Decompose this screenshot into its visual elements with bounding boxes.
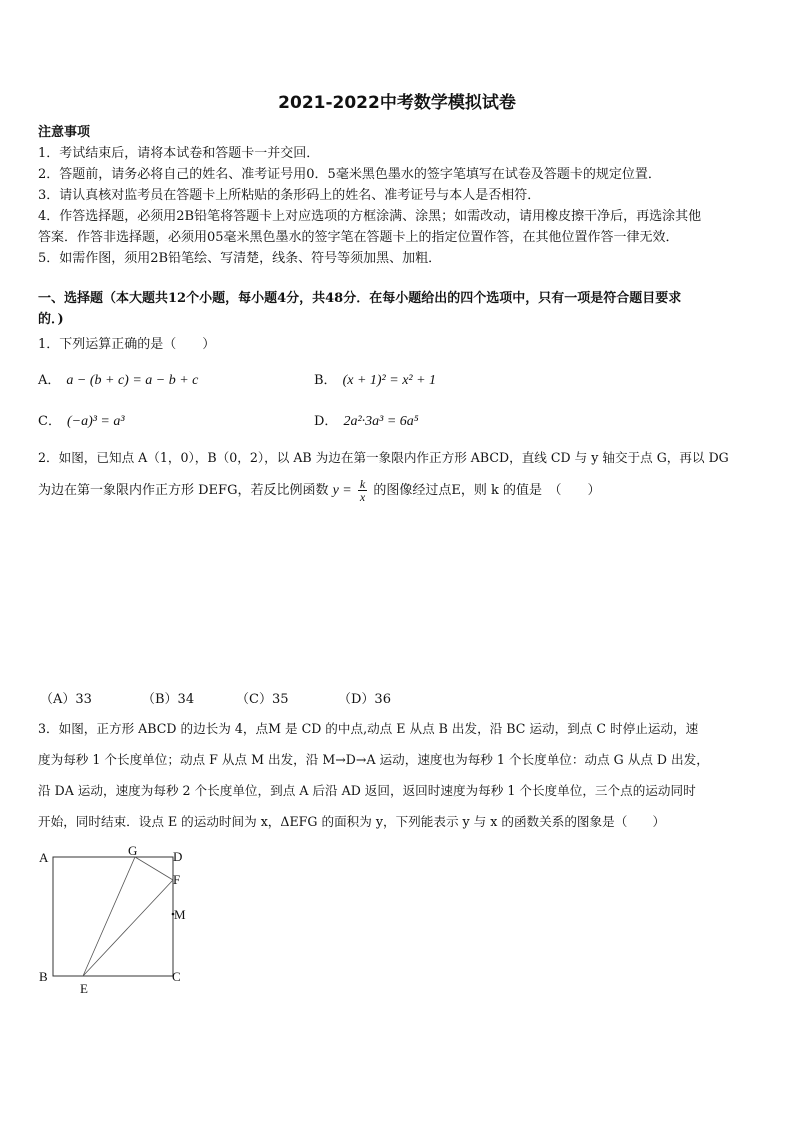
label-a: A <box>39 850 49 865</box>
label-c: C <box>172 969 181 984</box>
q3-square-figure <box>30 838 200 998</box>
q3-stem-line-4: 开始，同时结束．设点 E 的运动时间为 x，ΔEFG 的面积为 y，下列能表示 y 与 x 的函数关系的图象是（ ） <box>38 814 666 829</box>
q1-option-c[interactable] <box>38 410 125 430</box>
notice-line-6: 5．如需作图，须用2B铅笔绘、写清楚，线条、符号等须加黑、加粗． <box>38 251 442 266</box>
notice-line-5: 答案．作答非选择题，必须用05毫米黑色墨水的签字笔在答题卡上的指定位置作答，在其他位置作答一律无效． <box>38 230 679 245</box>
page-title: 2021-2022中考数学模拟试卷 <box>278 93 516 113</box>
label-g: G <box>128 843 138 858</box>
q1-option-a[interactable] <box>38 369 198 389</box>
triangle-efg <box>83 857 173 976</box>
q1-option-a-label: A． <box>38 373 61 388</box>
q2-function-y: y = <box>332 483 352 498</box>
q1-option-a-math: a − (b + c) = a − b + c <box>66 373 199 388</box>
notice-heading: 注意事项 <box>38 125 91 140</box>
square-abcd <box>53 857 173 976</box>
q1-option-d-label: D． <box>314 414 338 429</box>
q1-option-b-label: B． <box>314 373 337 388</box>
label-e: E <box>80 981 88 996</box>
label-d: D <box>173 849 183 864</box>
notice-line-4: 4．作答选择题，必须用2B铅笔将答题卡上对应选项的方框涂满、涂黑；如需改动，请用橡皮擦干净后，再选涂其他 <box>38 209 702 224</box>
q3-stem-line-3: 沿 DA 运动，速度为每秒 2 个长度单位，到点 A 后沿 AD 返回，返回时速度为每秒 1 个长度单位，三个点的运动同时 <box>38 783 696 798</box>
q2-stem-line-2-post: 的图像经过点E，则 k 的值是 （ ） <box>373 483 601 498</box>
q1-option-d[interactable] <box>314 410 419 430</box>
q2-option-b[interactable]: （B）34 <box>142 692 195 707</box>
q3-stem-line-2: 度为每秒 1 个长度单位；动点 F 从点 M 出发，沿 M→D→A 运动，速度也为每秒 1 个长度单位：动点 G 从点 D 出发， <box>38 752 709 767</box>
q1-option-b[interactable] <box>314 369 436 389</box>
q2-option-d[interactable]: （D）36 <box>338 692 391 707</box>
q1-option-c-math: (−a)³ = a³ <box>66 414 125 429</box>
label-b: B <box>39 969 48 984</box>
q3-stem-line-1: 3．如图，正方形 ABCD 的边长为 4，点M 是 CD 的中点,动点 E 从点 B 出发，沿 BC 运动，到点 C 时停止运动，速 <box>38 721 699 736</box>
label-m: M <box>174 907 186 922</box>
notice-line-1: 1．考试结束后，请将本试卷和答题卡一并交回． <box>38 146 320 161</box>
notice-line-3: 3．请认真核对监考员在答题卡上所粘贴的条形码上的姓名、准考证号与本人是否相符． <box>38 188 541 203</box>
q2-option-c[interactable]: （C）35 <box>236 692 289 707</box>
q2-fraction-numerator: k <box>359 477 366 491</box>
section-heading-line-1: 一、选择题（本大题共12个小题，每小题4分，共48分．在每小题给出的四个选项中，只有一项是符合题目要求 <box>38 291 682 306</box>
q1-stem: 1．下列运算正确的是（ ） <box>38 337 216 352</box>
q2-stem-line-1: 2．如图，已知点 A（1，0），B（0，2），以 AB 为边在第一象限内作正方形 ABCD，直线 CD 与 y 轴交于点 G，再以 DG <box>38 450 729 465</box>
section-heading-line-2: 的．) <box>38 312 64 327</box>
notice-line-2: 2．答题前，请务必将自己的姓名、准考证号用0．5毫米黑色墨水的签字笔填写在试卷及答题卡的规定位置． <box>38 167 661 182</box>
q2-fraction <box>358 478 367 503</box>
q1-option-d-math: 2a²·3a³ = 6a⁵ <box>343 414 419 429</box>
q2-stem-line-2 <box>38 478 601 503</box>
q2-fraction-denominator: x <box>359 490 366 504</box>
q2-option-a[interactable]: （A）33 <box>40 692 92 707</box>
q1-option-c-label: C． <box>38 414 61 429</box>
q1-option-b-math: (x + 1)² = x² + 1 <box>342 373 437 388</box>
label-f: F <box>173 872 181 887</box>
q2-stem-line-2-pre: 为边在第一象限内作正方形 DEFG，若反比例函数 <box>38 483 329 498</box>
